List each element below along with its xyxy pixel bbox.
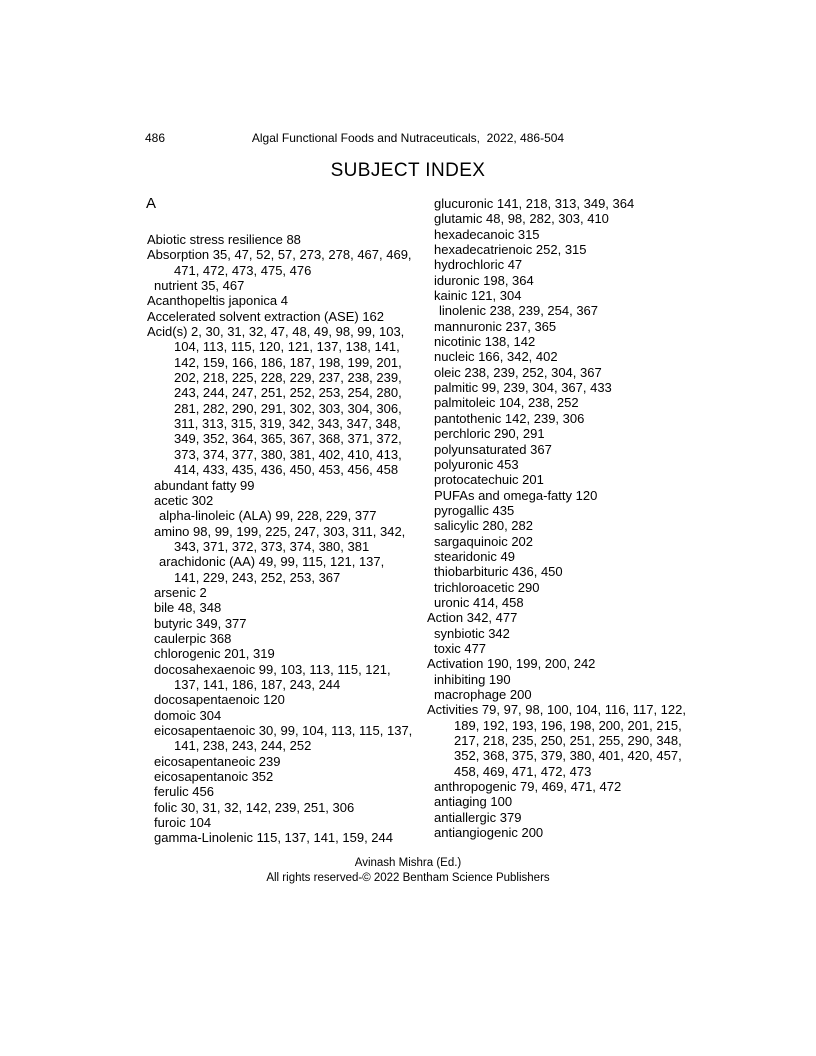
index-line: glucuronic 141, 218, 313, 349, 364: [434, 196, 635, 211]
index-line: kainic 121, 304: [434, 288, 522, 304]
index-line: 104, 113, 115, 120, 121, 137, 138, 141,: [174, 339, 400, 355]
index-line: oleic 238, 239, 252, 304, 367: [434, 364, 602, 380]
index-line: 202, 218, 225, 228, 229, 237, 238, 239,: [174, 370, 402, 386]
index-line: 217, 218, 235, 250, 251, 255, 290, 348,: [454, 733, 682, 749]
index-line: docosahexaenoic 99, 103, 113, 115, 121,: [154, 661, 391, 677]
index-line: Activities 79, 97, 98, 100, 104, 116, 117, 122,: [427, 702, 686, 718]
index-line: arsenic 2: [154, 584, 207, 600]
index-line: iduronic 198, 364: [434, 272, 534, 288]
index-line: folic 30, 31, 32, 142, 239, 251, 306: [154, 799, 355, 815]
index-line: nucleic 166, 342, 402: [434, 349, 558, 365]
index-line: domoic 304: [154, 707, 222, 723]
index-line: 349, 352, 364, 365, 367, 368, 371, 372,: [174, 431, 402, 447]
index-line: 311, 313, 315, 319, 342, 343, 347, 348,: [174, 416, 401, 432]
index-line: inhibiting 190: [434, 671, 511, 687]
index-line: antiaging 100: [434, 794, 513, 810]
index-line: nutrient 35, 467: [154, 278, 245, 294]
index-line: ferulic 456: [154, 784, 214, 800]
index-line: linolenic 238, 239, 254, 367: [439, 303, 599, 319]
index-line: palmitic 99, 239, 304, 367, 433: [434, 380, 612, 396]
index-line: pyrogallic 435: [434, 502, 515, 518]
index-line: amino 98, 99, 199, 225, 247, 303, 311, 342,: [154, 523, 406, 539]
index-line: nicotinic 138, 142: [434, 334, 536, 350]
index-line: toxic 477: [434, 640, 487, 656]
index-line: 458, 469, 471, 472, 473: [454, 763, 592, 779]
index-line: 471, 472, 473, 475, 476: [174, 262, 312, 278]
index-line: 352, 368, 375, 379, 380, 401, 420, 457,: [454, 748, 682, 764]
index-line: mannuronic 237, 365: [434, 318, 557, 334]
index-column-left: [147, 232, 432, 846]
page-title: SUBJECT INDEX: [330, 160, 486, 181]
index-line: macrophage 200: [434, 687, 532, 702]
index-line: acetic 302: [154, 492, 214, 508]
index-line: pantothenic 142, 239, 306: [434, 410, 585, 426]
index-line: 142, 159, 166, 186, 187, 198, 199, 201,: [174, 354, 402, 370]
index-line: 189, 192, 193, 196, 198, 200, 201, 215,: [454, 717, 682, 733]
index-line: antiangiogenic 200: [434, 825, 544, 841]
index-line: Abiotic stress resilience 88: [147, 232, 301, 247]
index-line: polyunsaturated 367: [434, 441, 552, 457]
running-title: Algal Functional Foods and Nutraceuticals, 2022, 486-504: [251, 131, 565, 145]
index-line: 137, 141, 186, 187, 243, 244: [174, 676, 341, 692]
index-line: hydrochloric 47: [434, 257, 523, 273]
index-line: bile 48, 348: [154, 600, 222, 616]
index-line: Accelerated solvent extraction (ASE) 162: [147, 308, 385, 324]
index-line: arachidonic (AA) 49, 99, 115, 121, 137,: [159, 554, 385, 570]
index-line: stearidonic 49: [434, 548, 515, 564]
index-line: 281, 282, 290, 291, 302, 303, 304, 306,: [174, 400, 402, 416]
index-line: synbiotic 342: [434, 625, 510, 641]
index-line: PUFAs and omega-fatty 120: [434, 487, 598, 503]
index-line: trichloroacetic 290: [434, 579, 540, 595]
footer-editor: Avinash Mishra (Ed.): [354, 857, 462, 869]
index-line: thiobarbituric 436, 450: [434, 564, 563, 580]
index-line: hexadecanoic 315: [434, 226, 540, 242]
page-number: 486: [145, 131, 166, 145]
index-line: 343, 371, 372, 373, 374, 380, 381: [174, 538, 370, 554]
index-line: Action 342, 477: [427, 610, 518, 626]
index-line: 243, 244, 247, 251, 252, 253, 254, 280,: [174, 385, 402, 401]
index-line: uronic 414, 458: [434, 594, 524, 610]
index-line: Acid(s) 2, 30, 31, 32, 47, 48, 49, 98, 99, 103,: [147, 324, 405, 340]
index-line: salicylic 280, 282: [434, 518, 533, 534]
index-line: sargaquinoic 202: [434, 533, 534, 549]
index-column-right: [427, 196, 712, 840]
index-line: docosapentaenoic 120: [154, 692, 285, 708]
index-line: 414, 433, 435, 436, 450, 453, 456, 458: [174, 462, 399, 478]
index-line: Activation 190, 199, 200, 242: [427, 656, 596, 672]
index-line: Acanthopeltis japonica 4: [147, 293, 288, 309]
index-line: furoic 104: [154, 815, 212, 831]
index-line: eicosapentanoic 352: [154, 769, 274, 785]
index-line: 141, 229, 243, 252, 253, 367: [174, 569, 341, 585]
section-letter-heading: A: [146, 195, 157, 212]
index-line: glutamic 48, 98, 282, 303, 410: [434, 211, 609, 227]
index-line: palmitoleic 104, 238, 252: [434, 395, 579, 411]
index-line: antiallergic 379: [434, 809, 522, 825]
index-line: 141, 238, 243, 244, 252: [174, 738, 312, 754]
index-line: abundant fatty 99: [154, 477, 255, 493]
index-line: perchloric 290, 291: [434, 426, 545, 442]
page-footer: [0, 856, 816, 885]
index-line: eicosapentaneoic 239: [154, 753, 281, 769]
index-line: hexadecatrienoic 252, 315: [434, 242, 587, 258]
index-line: polyuronic 453: [434, 456, 519, 472]
index-line: gamma-Linolenic 115, 137, 141, 159, 244: [154, 830, 393, 846]
index-line: protocatechuic 201: [434, 472, 544, 488]
index-line: Absorption 35, 47, 52, 57, 273, 278, 467, 469,: [147, 247, 412, 263]
index-line: caulerpic 368: [154, 630, 232, 646]
index-line: 373, 374, 377, 380, 381, 402, 410, 413,: [174, 446, 402, 462]
running-head: [0, 131, 816, 145]
index-line: eicosapentaenoic 30, 99, 104, 113, 115, 137,: [154, 723, 413, 738]
index-line: alpha-linoleic (ALA) 99, 228, 229, 377: [159, 508, 377, 524]
index-line: anthropogenic 79, 469, 471, 472: [434, 779, 622, 795]
index-line: chlorogenic 201, 319: [154, 646, 275, 662]
footer-copyright: All rights reserved-© 2022 Bentham Science Publishers: [266, 871, 550, 884]
index-line: butyric 349, 377: [154, 615, 247, 631]
